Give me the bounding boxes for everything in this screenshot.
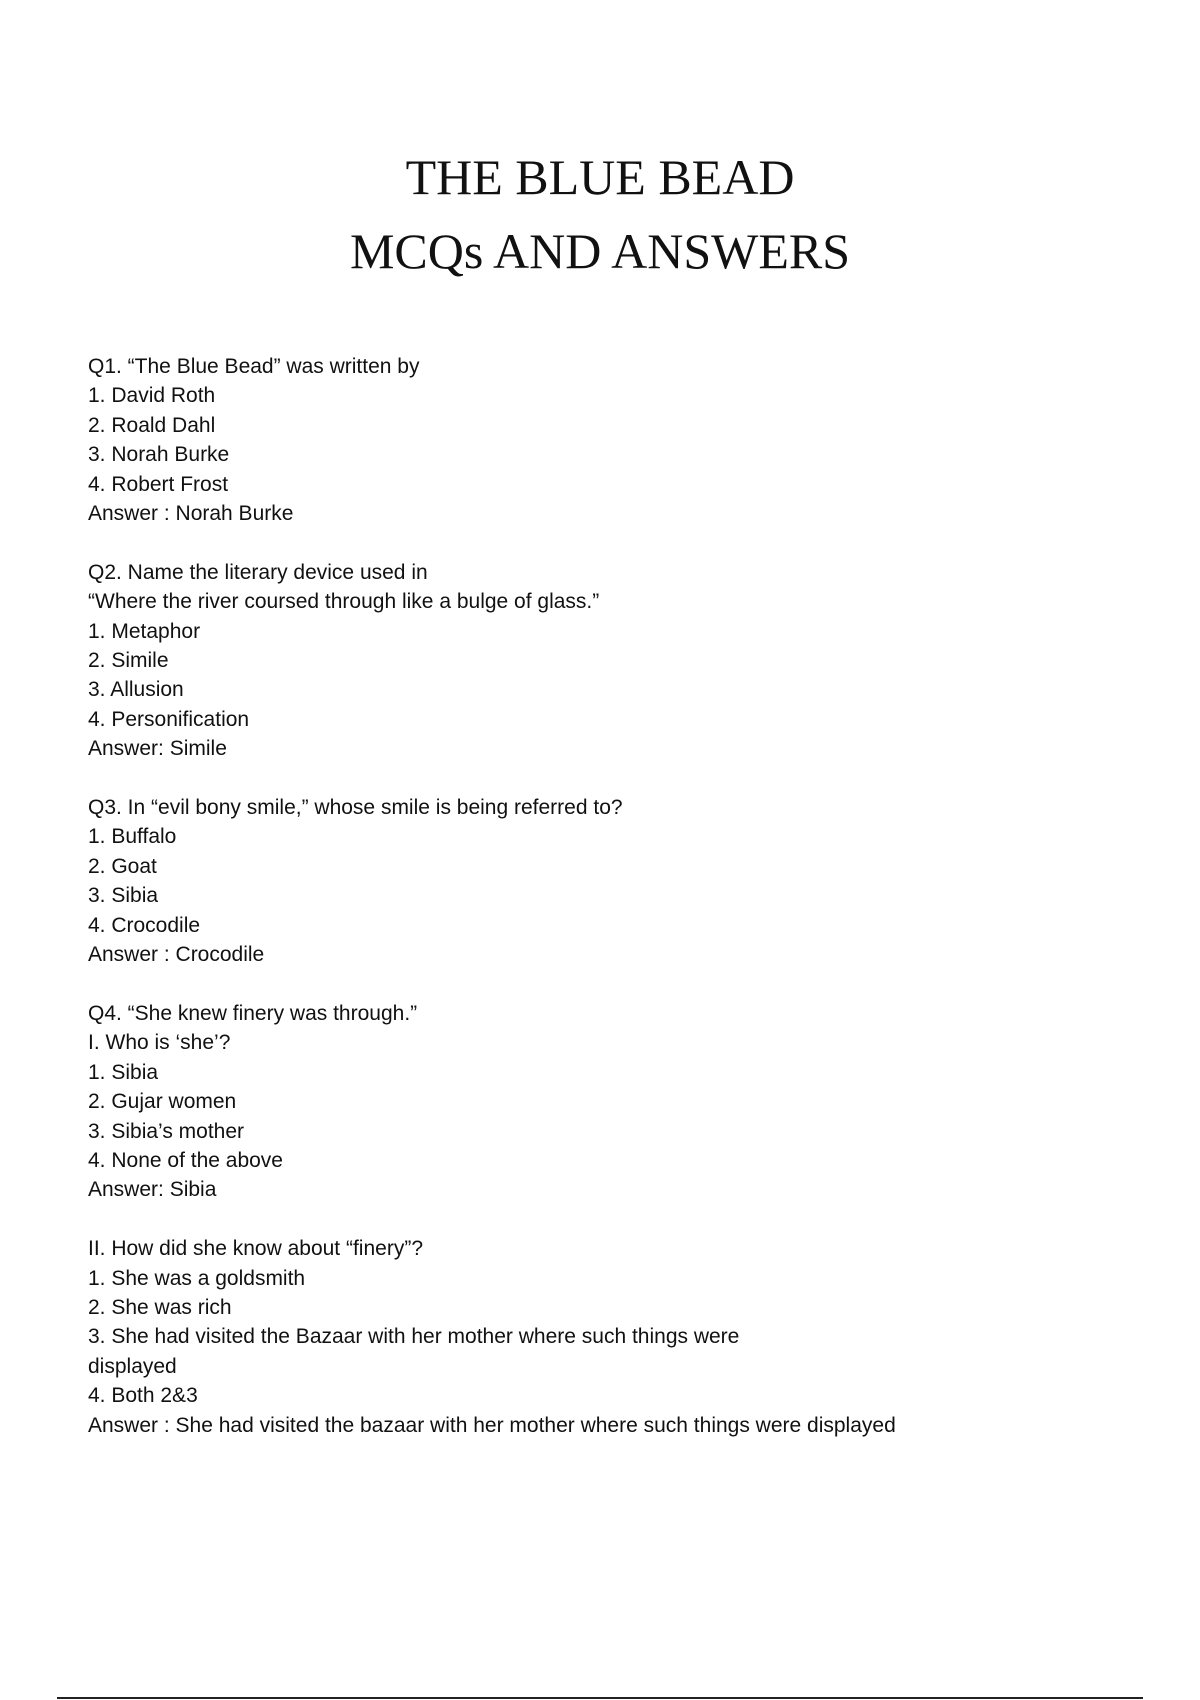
- question-text: Q1. “The Blue Bead” was written by: [88, 355, 420, 378]
- option-item: 2. Roald Dahl: [88, 413, 216, 437]
- answer-text: Answer : Norah Burke: [88, 502, 294, 526]
- question-block-q4-part1: [88, 999, 1148, 1205]
- option-item: 4. Crocodile: [88, 913, 201, 937]
- option-item: 4. Both 2&3: [88, 1384, 198, 1408]
- question-text: Q3. In “evil bony smile,” whose smile is being referred to?: [88, 796, 623, 820]
- option-item: 4. None of the above: [88, 1148, 283, 1172]
- option-item: 1. David Roth: [88, 384, 216, 408]
- title-line-2: MCQs AND ANSWERS: [349, 223, 851, 279]
- option-item: 1. She was a goldsmith: [88, 1266, 306, 1290]
- question-text: Q4. “She knew finery was through.”: [88, 1001, 418, 1025]
- answer-text: Answer: Simile: [88, 737, 227, 761]
- question-block-q4-part2: [88, 1234, 1148, 1440]
- page-title: [0, 140, 1200, 288]
- sub-question-text: I. Who is ‘she’?: [88, 1031, 231, 1055]
- option-item: 1. Buffalo: [88, 825, 177, 849]
- option-item: 1. Sibia: [88, 1060, 159, 1084]
- option-item: 4. Robert Frost: [88, 472, 229, 496]
- option-item: 2. She was rich: [88, 1295, 232, 1319]
- answer-text: Answer : She had visited the bazaar with her mother where such things were displayed: [88, 1413, 896, 1437]
- title-line-1: THE BLUE BEAD: [405, 149, 795, 205]
- answer-text: Answer : Crocodile: [88, 943, 265, 967]
- sub-question-text: II. How did she know about “finery”?: [88, 1237, 423, 1261]
- question-text: Q2. Name the literary device used in: [88, 560, 428, 584]
- question-block-q3: [88, 793, 1148, 969]
- question-block-q2: [88, 558, 1148, 764]
- question-block-q1: [88, 352, 1148, 528]
- option-item: 2. Gujar women: [88, 1090, 237, 1114]
- option-item: 3. Sibia’s mother: [88, 1119, 245, 1143]
- option-item: 1. Metaphor: [88, 619, 201, 643]
- option-item: 4. Personification: [88, 707, 250, 731]
- bottom-divider: [57, 1697, 1143, 1699]
- option-item: 3. Sibia: [88, 884, 159, 908]
- question-quote: “Where the river coursed through like a bulge of glass.”: [88, 590, 600, 614]
- answer-text: Answer: Sibia: [88, 1178, 217, 1202]
- mcq-content: [88, 352, 1148, 1440]
- option-item: 2. Goat: [88, 854, 157, 878]
- option-item-continuation: displayed: [88, 1354, 177, 1378]
- option-item: 3. Allusion: [88, 678, 184, 702]
- option-item: 2. Simile: [88, 649, 169, 673]
- option-item: 3. She had visited the Bazaar with her mother where such things were: [88, 1325, 740, 1349]
- option-item: 3. Norah Burke: [88, 443, 230, 467]
